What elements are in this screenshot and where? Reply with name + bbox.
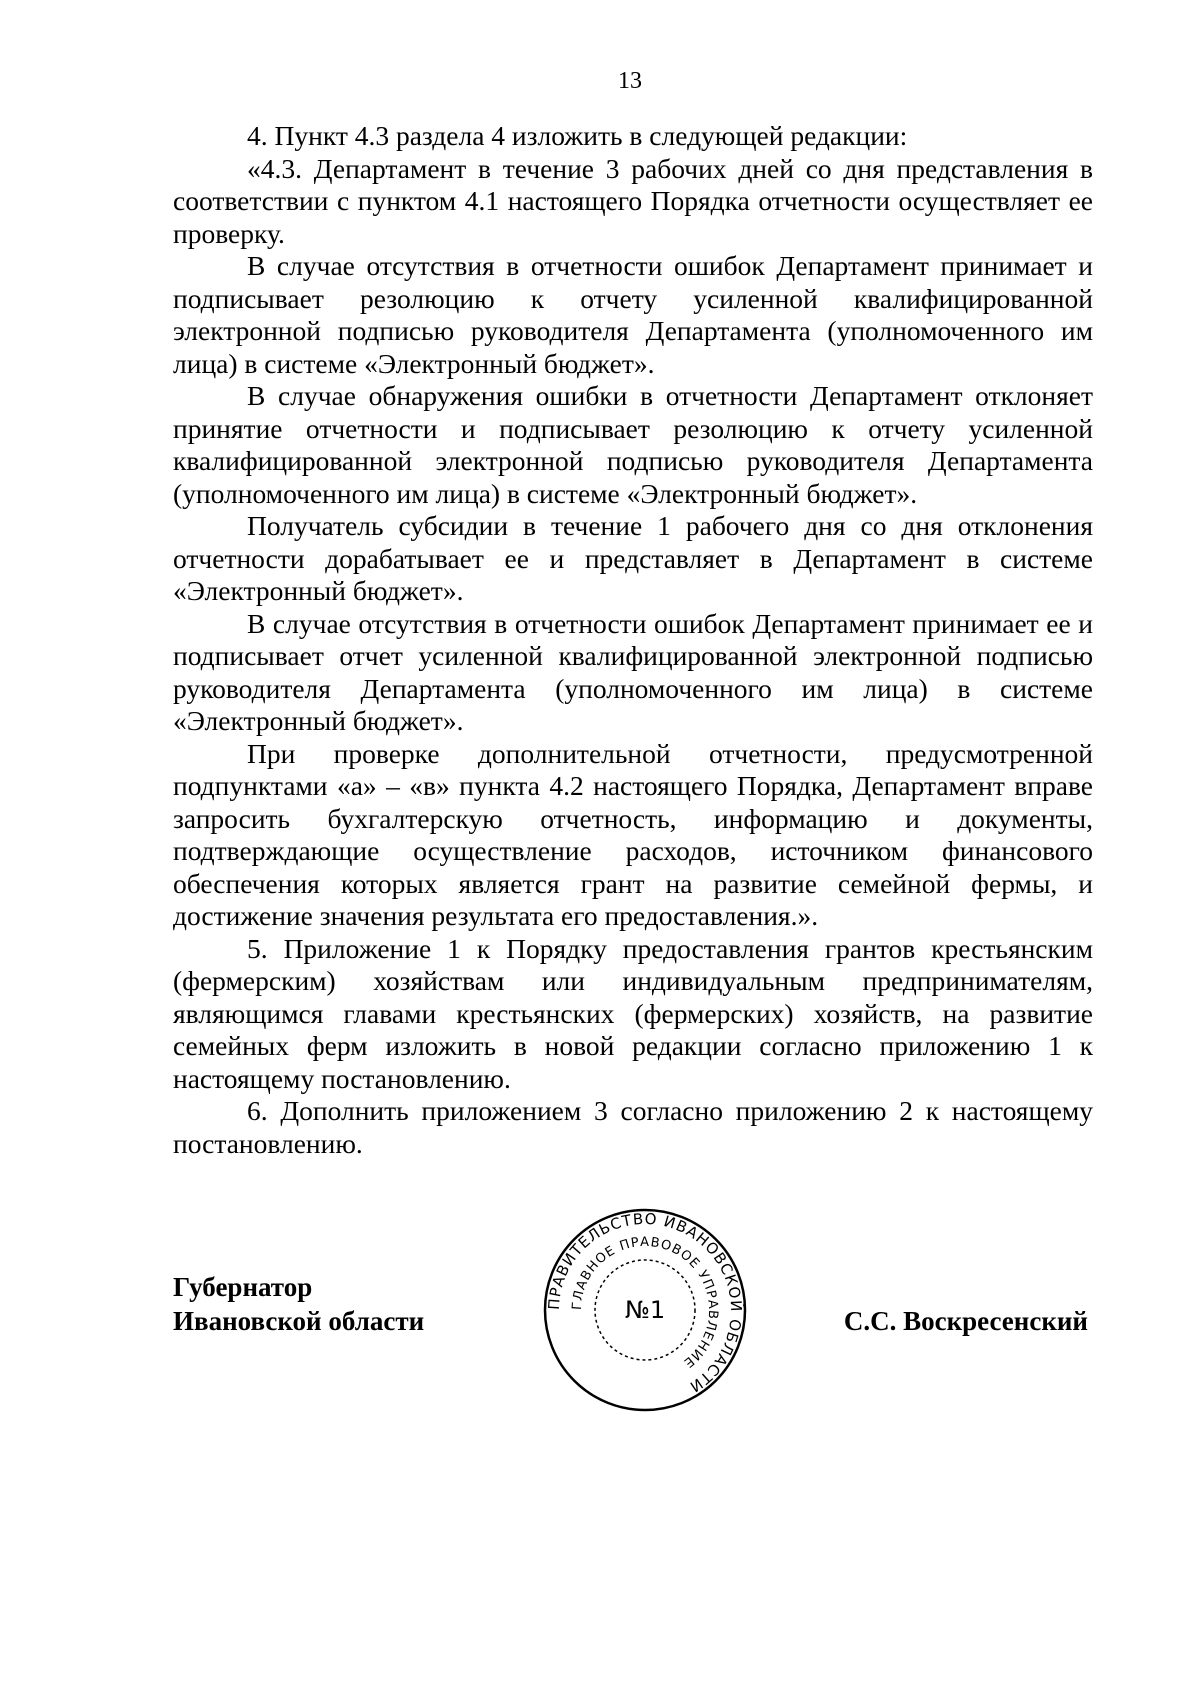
signatory-position-line1: Губернатор	[173, 1272, 313, 1302]
paragraph-clause-4-3: «4.3. Департамент в течение 3 рабочих дней со дня представления в соответствии с пунктом 4.1 настоящего Порядка отчетности осуществляет ее проверку.	[173, 152, 1093, 249]
signatory-name: С.С. Воскресенский	[843, 1306, 1088, 1336]
paragraph-accept-report: В случае отсутствия в отчетности ошибок Департамент принимает ее и подписывает отчет усиленной квалифицированной электронной подписью руководителя Департамента (уполномоченного им лица) в системе «Электронный бюджет».	[173, 607, 1093, 736]
official-stamp	[540, 1205, 750, 1415]
stamp-outer-text: ПРАВИТЕЛЬСТВО ИВАНОВСКОЙ ОБЛАСТИ	[544, 1209, 746, 1397]
paragraph-item-6: 6. Дополнить приложением 3 согласно приложению 2 к настоящему постановлению.	[173, 1095, 1093, 1159]
document-body	[173, 120, 1093, 1160]
page-number: 13	[618, 68, 642, 94]
stamp-number: №1	[624, 1296, 666, 1324]
paragraph-recipient-rework: Получатель субсидии в течение 1 рабочего дня со дня отклонения отчетности дорабатывает ее и представляет в Департамент в системе «Электронный бюджет».	[173, 510, 1093, 606]
signatory-position-line2: Ивановской области	[173, 1306, 425, 1336]
paragraph-item-5: 5. Приложение 1 к Порядку предоставления грантов крестьянским (фермерским) хозяйствам или индивидуальным предпринимателям, являющимся главами крестьянских (фермерских) хозяйств, на развитие семейных ферм изложить в новой редакции согласно приложению 1 к настоящему постановлению.	[173, 932, 1093, 1094]
signatory-position	[173, 1270, 424, 1338]
paragraph-error-found: В случае обнаружения ошибки в отчетности Департамент отклоняет принятие отчетности и подписывает резолюцию к отчету усиленной квалифицированной электронной подписью руководителя Департамента (уполномоченного им лица) в системе «Электронный бюджет».	[173, 380, 1093, 509]
paragraph-no-errors: В случае отсутствия в отчетности ошибок Департамент принимает и подписывает резолюцию к отчету усиленной квалифицированной электронной подписью руководителя Департамента (уполномоченного им лица) в системе «Электронный бюджет».	[173, 250, 1093, 379]
paragraph-item-4: 4. Пункт 4.3 раздела 4 изложить в следующей редакции:	[247, 120, 908, 151]
paragraph-additional-check: При проверке дополнительной отчетности, предусмотренной подпунктами «а» – «в» пункта 4.2 настоящего Порядка, Департамент вправе запросить бухгалтерскую отчетность, информацию и документы, подтверждающие осуществление расходов, источником финансового обеспечения которых является грант на развитие семейной фермы, и достижение значения результата его предоставления.».	[173, 737, 1093, 931]
stamp-inner-text: ГЛАВНОЕ ПРАВОВОЕ УПРАВЛЕНИЕ	[569, 1234, 721, 1371]
